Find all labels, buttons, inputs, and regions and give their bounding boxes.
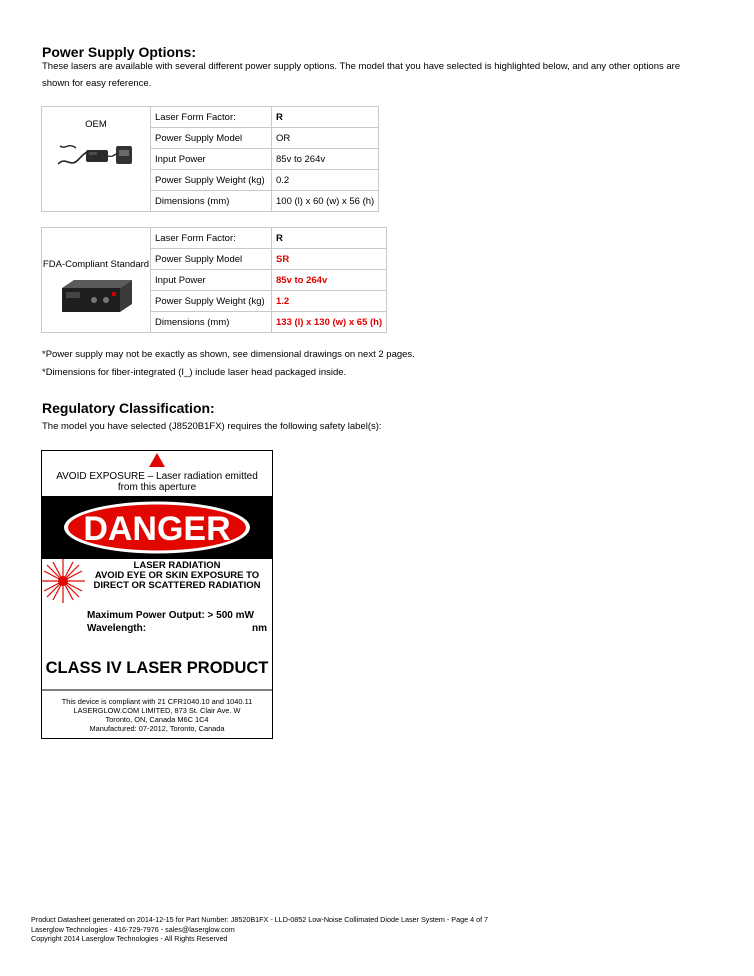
fda-row-value-highlighted: 85v to 264v xyxy=(272,270,387,291)
danger-word: DANGER xyxy=(83,510,231,548)
label-compliance-line1: This device is compliant with 21 CFR1040.10 and 1040.11 xyxy=(61,697,253,706)
label-avoid-line1: AVOID EXPOSURE – Laser radiation emitted xyxy=(56,471,258,482)
fda-option-name: FDA-Compliant Standard xyxy=(42,259,150,270)
label-compliance-line4: Manufactured: 07-2012, Toronto, Canada xyxy=(89,724,225,733)
oem-row-value: 0.2 xyxy=(272,170,379,191)
oem-power-supply-table xyxy=(41,106,379,212)
power-supply-intro xyxy=(42,58,680,92)
footer-line3: Copyright 2014 Laserglow Technologies - All Rights Reserved xyxy=(31,934,228,944)
footer-line2: Laserglow Technologies - 416-729-7976 - sales@laserglow.com xyxy=(31,924,235,934)
laser-safety-label xyxy=(41,450,273,739)
label-compliance-line2: LASERGLOW.COM LIMITED, 873 St. Clair Ave. W xyxy=(73,706,241,715)
label-radiation-line2: AVOID EYE OR SKIN EXPOSURE TO xyxy=(94,570,260,581)
regulatory-heading: Regulatory Classification: xyxy=(42,400,215,416)
label-radiation-line1: LASER RADIATION xyxy=(133,560,221,571)
page-footer xyxy=(31,915,488,944)
oem-row-value: OR xyxy=(272,128,379,149)
fda-row-label: Power Supply Model xyxy=(151,249,272,270)
oem-option-name: OEM xyxy=(85,119,107,130)
fda-row-label: Input Power xyxy=(151,270,272,291)
fda-row-value-highlighted: 1.2 xyxy=(272,291,387,312)
label-compliance-line3: Toronto, ON, Canada M6C 1C4 xyxy=(105,715,209,724)
fda-row-label: Laser Form Factor: xyxy=(151,228,272,249)
laser-starburst-icon xyxy=(41,559,85,603)
fda-power-supply-box-photo xyxy=(54,276,138,316)
fda-row-value: R xyxy=(272,228,387,249)
oem-row-label: Power Supply Model xyxy=(151,128,272,149)
oem-row-value: R xyxy=(272,107,379,128)
oem-row-label: Input Power xyxy=(151,149,272,170)
power-supply-intro-line1: These lasers are available with several different power supply options. The model that you have selected is highlighted below, and any other options are xyxy=(42,61,681,72)
label-radiation-line3: DIRECT OR SCATTERED RADIATION xyxy=(93,580,261,591)
fda-power-supply-table xyxy=(41,227,387,333)
oem-row-label: Laser Form Factor: xyxy=(151,107,272,128)
regulatory-intro: The model you have selected (J8520B1FX) requires the following safety label(s): xyxy=(42,421,382,432)
label-wavelength: Wavelength: xyxy=(87,623,147,634)
label-avoid-line2: from this aperture xyxy=(117,482,197,493)
oem-option-cell xyxy=(42,107,151,212)
oem-row-label: Power Supply Weight (kg) xyxy=(151,170,272,191)
oem-row-label: Dimensions (mm) xyxy=(151,191,272,212)
fda-row-label: Power Supply Weight (kg) xyxy=(151,291,272,312)
label-class: CLASS IV LASER PRODUCT xyxy=(45,659,269,677)
fda-row-value-highlighted: 133 (l) x 130 (w) x 65 (h) xyxy=(272,312,387,333)
label-max-power: Maximum Power Output: > 500 mW xyxy=(87,610,254,621)
oem-row-value: 100 (l) x 60 (w) x 56 (h) xyxy=(272,191,379,212)
fda-row-value-highlighted: SR xyxy=(272,249,387,270)
oem-power-adapter-photo xyxy=(56,136,136,170)
oem-row-value: 85v to 264v xyxy=(272,149,379,170)
power-supply-heading: Power Supply Options: xyxy=(42,44,197,60)
power-supply-note: *Power supply may not be exactly as shown, see dimensional drawings on next 2 pages. xyxy=(42,349,415,360)
label-wavelength-unit: nm xyxy=(252,623,267,634)
fda-option-cell xyxy=(42,228,151,333)
footer-line1: Product Datasheet generated on 2014-12-15 for Part Number: J8520B1FX - LLD-0852 Low-Noise Collimated Diode Laser System - Page 4 of 7 xyxy=(31,915,489,924)
power-supply-intro-line2: shown for easy reference. xyxy=(42,78,152,89)
fda-row-label: Dimensions (mm) xyxy=(151,312,272,333)
dimensions-note: *Dimensions for fiber-integrated (I_) include laser head packaged inside. xyxy=(42,367,347,378)
